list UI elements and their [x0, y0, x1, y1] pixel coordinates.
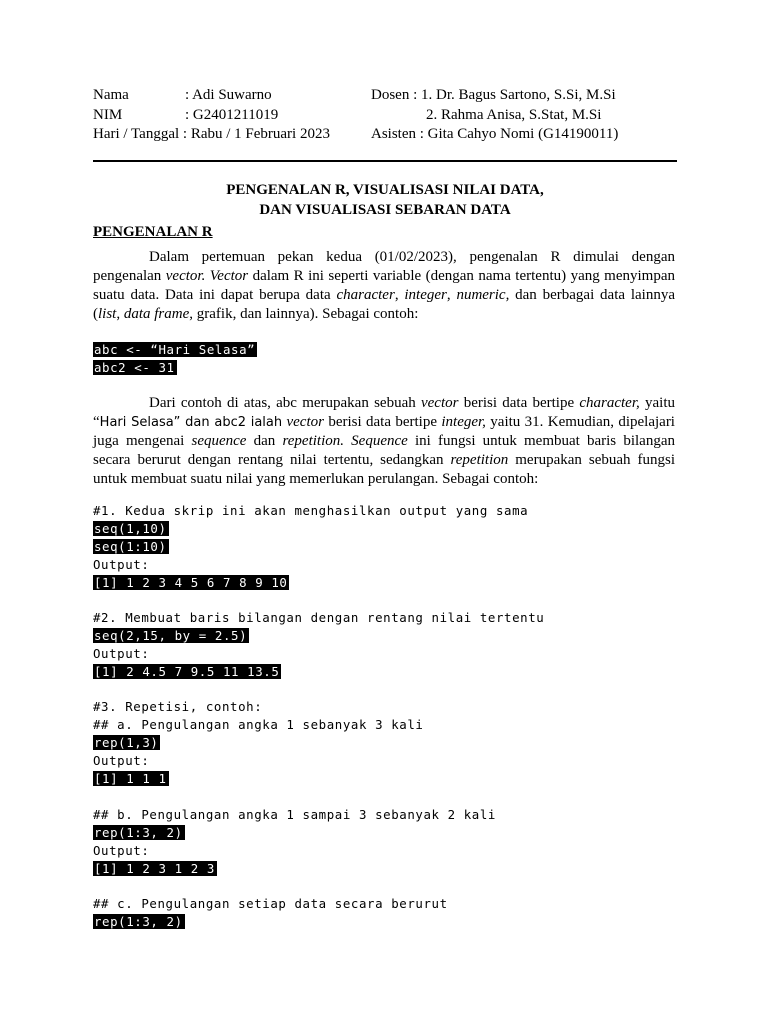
header-divider — [93, 160, 677, 162]
italic-run: integer — [404, 287, 447, 303]
code-output: [1] 1 1 1 — [94, 771, 167, 786]
code-output: [1] 1 2 3 4 5 6 7 8 9 10 — [94, 575, 288, 590]
italic-run: integer, — [441, 414, 486, 430]
italic-run: repetition — [450, 452, 509, 468]
code-line: rep(1:3, 2) — [94, 914, 183, 929]
code-comment: ## c. Pengulangan setiap data secara berurut — [93, 896, 448, 911]
text-run: yaitu 31. Kemudian, dipelajari juga mengenai — [93, 414, 675, 449]
italic-run: numeric, — [456, 287, 510, 303]
nim-value: : G2401211019 — [185, 106, 279, 123]
code-block-example-3b — [93, 806, 496, 878]
output-label: Output: — [93, 753, 150, 768]
code-comment: #3. Repetisi, contoh: — [93, 699, 263, 714]
title-line-1: PENGENALAN R, VISUALISASI NILAI DATA, — [226, 182, 544, 198]
italic-run: list — [98, 306, 117, 322]
code-block-example-3c — [93, 895, 448, 931]
code-comment: #2. Membuat baris bilangan dengan rentang nilai tertentu — [93, 610, 545, 625]
text-run: ini fungsi untuk membuat baris bilangan secara berurut dengan rentang nilai tertentu, sedangkan — [93, 433, 675, 468]
text-run: Dari contoh di atas, abc merupakan sebuah — [149, 395, 421, 411]
explanation-paragraph — [93, 394, 675, 489]
text-run: dan — [246, 433, 283, 449]
output-label: Output: — [93, 557, 150, 572]
code-line: rep(1:3, 2) — [94, 825, 183, 840]
code-comment: #1. Kedua skrip ini akan menghasilkan output yang sama — [93, 503, 529, 518]
text-run: dan berbagai data lainnya ( — [93, 287, 676, 322]
text-run: , — [394, 287, 405, 303]
italic-run: vector — [286, 414, 324, 430]
code-block-example-2 — [93, 609, 544, 681]
italic-run: character, — [579, 395, 640, 411]
nama-value: : Adi Suwarno — [185, 87, 272, 103]
document-title — [93, 180, 677, 220]
text-run: , — [116, 306, 124, 322]
code-line: abc2 <- 31 — [94, 360, 175, 375]
text-run: berisi data bertipe — [458, 395, 580, 411]
code-line: seq(1,10) — [94, 521, 167, 536]
nama-label: Nama — [93, 87, 129, 103]
nim-label: NIM — [93, 106, 123, 123]
italic-run: sequence — [191, 433, 247, 449]
header-lecturers — [371, 86, 618, 145]
code-block-vector — [93, 341, 257, 377]
asisten-line: Asisten : Gita Cahyo Nomi (G14190011) — [371, 126, 619, 142]
text-run: berisi data bertipe — [323, 414, 442, 430]
code-block-example-1 — [93, 502, 528, 592]
code-output: [1] 2 4.5 7 9.5 11 13.5 — [94, 664, 280, 679]
text-run: , — [446, 287, 457, 303]
dosen-line-2: 2. Rahma Anisa, S.Stat, M.Si — [426, 106, 602, 123]
code-output: [1] 1 2 3 1 2 3 — [94, 861, 215, 876]
code-line: rep(1,3) — [94, 735, 159, 750]
title-line-2: DAN VISUALISASI SEBARAN DATA — [259, 202, 511, 218]
italic-run: vector. Vector — [165, 268, 249, 284]
italic-run: repetition. Sequence — [282, 433, 408, 449]
hari-tanggal: Hari / Tanggal : Rabu / 1 Februari 2023 — [93, 126, 330, 142]
code-block-example-3a — [93, 698, 423, 788]
text-run: merupakan sebuah fungsi untuk membuat suatu nilai yang memerlukan perulangan. Sebagai contoh: — [93, 452, 675, 487]
section-heading: PENGENALAN R — [93, 224, 213, 240]
output-label: Output: — [93, 646, 150, 661]
italic-run: character — [336, 287, 395, 303]
italic-run: vector — [420, 395, 459, 411]
code-comment: ## a. Pengulangan angka 1 sebanyak 3 kali — [93, 717, 424, 732]
code-line: abc <- “Hari Selasa” — [94, 342, 256, 357]
dosen-line-1: Dosen : 1. Dr. Bagus Sartono, S.Si, M.Si — [371, 87, 616, 103]
code-line: seq(1:10) — [94, 539, 167, 554]
code-comment: ## b. Pengulangan angka 1 sampai 3 sebanyak 2 kali — [93, 807, 496, 822]
intro-paragraph — [93, 248, 675, 324]
text-run: dalam R ini seperti variable (dengan nama tertentu) yang menyimpan suatu data. Data ini dapat berupa data — [93, 268, 675, 303]
code-line: seq(2,15, by = 2.5) — [94, 628, 248, 643]
output-label: Output: — [93, 843, 150, 858]
text-run: Dalam pertemuan pekan kedua (01/02/2023), pengenalan R dimulai dengan pengenalan — [93, 249, 675, 284]
text-run: , grafik, dan lainnya). Sebagai contoh: — [189, 306, 419, 322]
sans-run: Hari Selasa” dan abc2 ialah — [99, 415, 283, 430]
text-run: yaitu “ — [93, 395, 675, 430]
italic-run: data frame — [123, 306, 190, 322]
